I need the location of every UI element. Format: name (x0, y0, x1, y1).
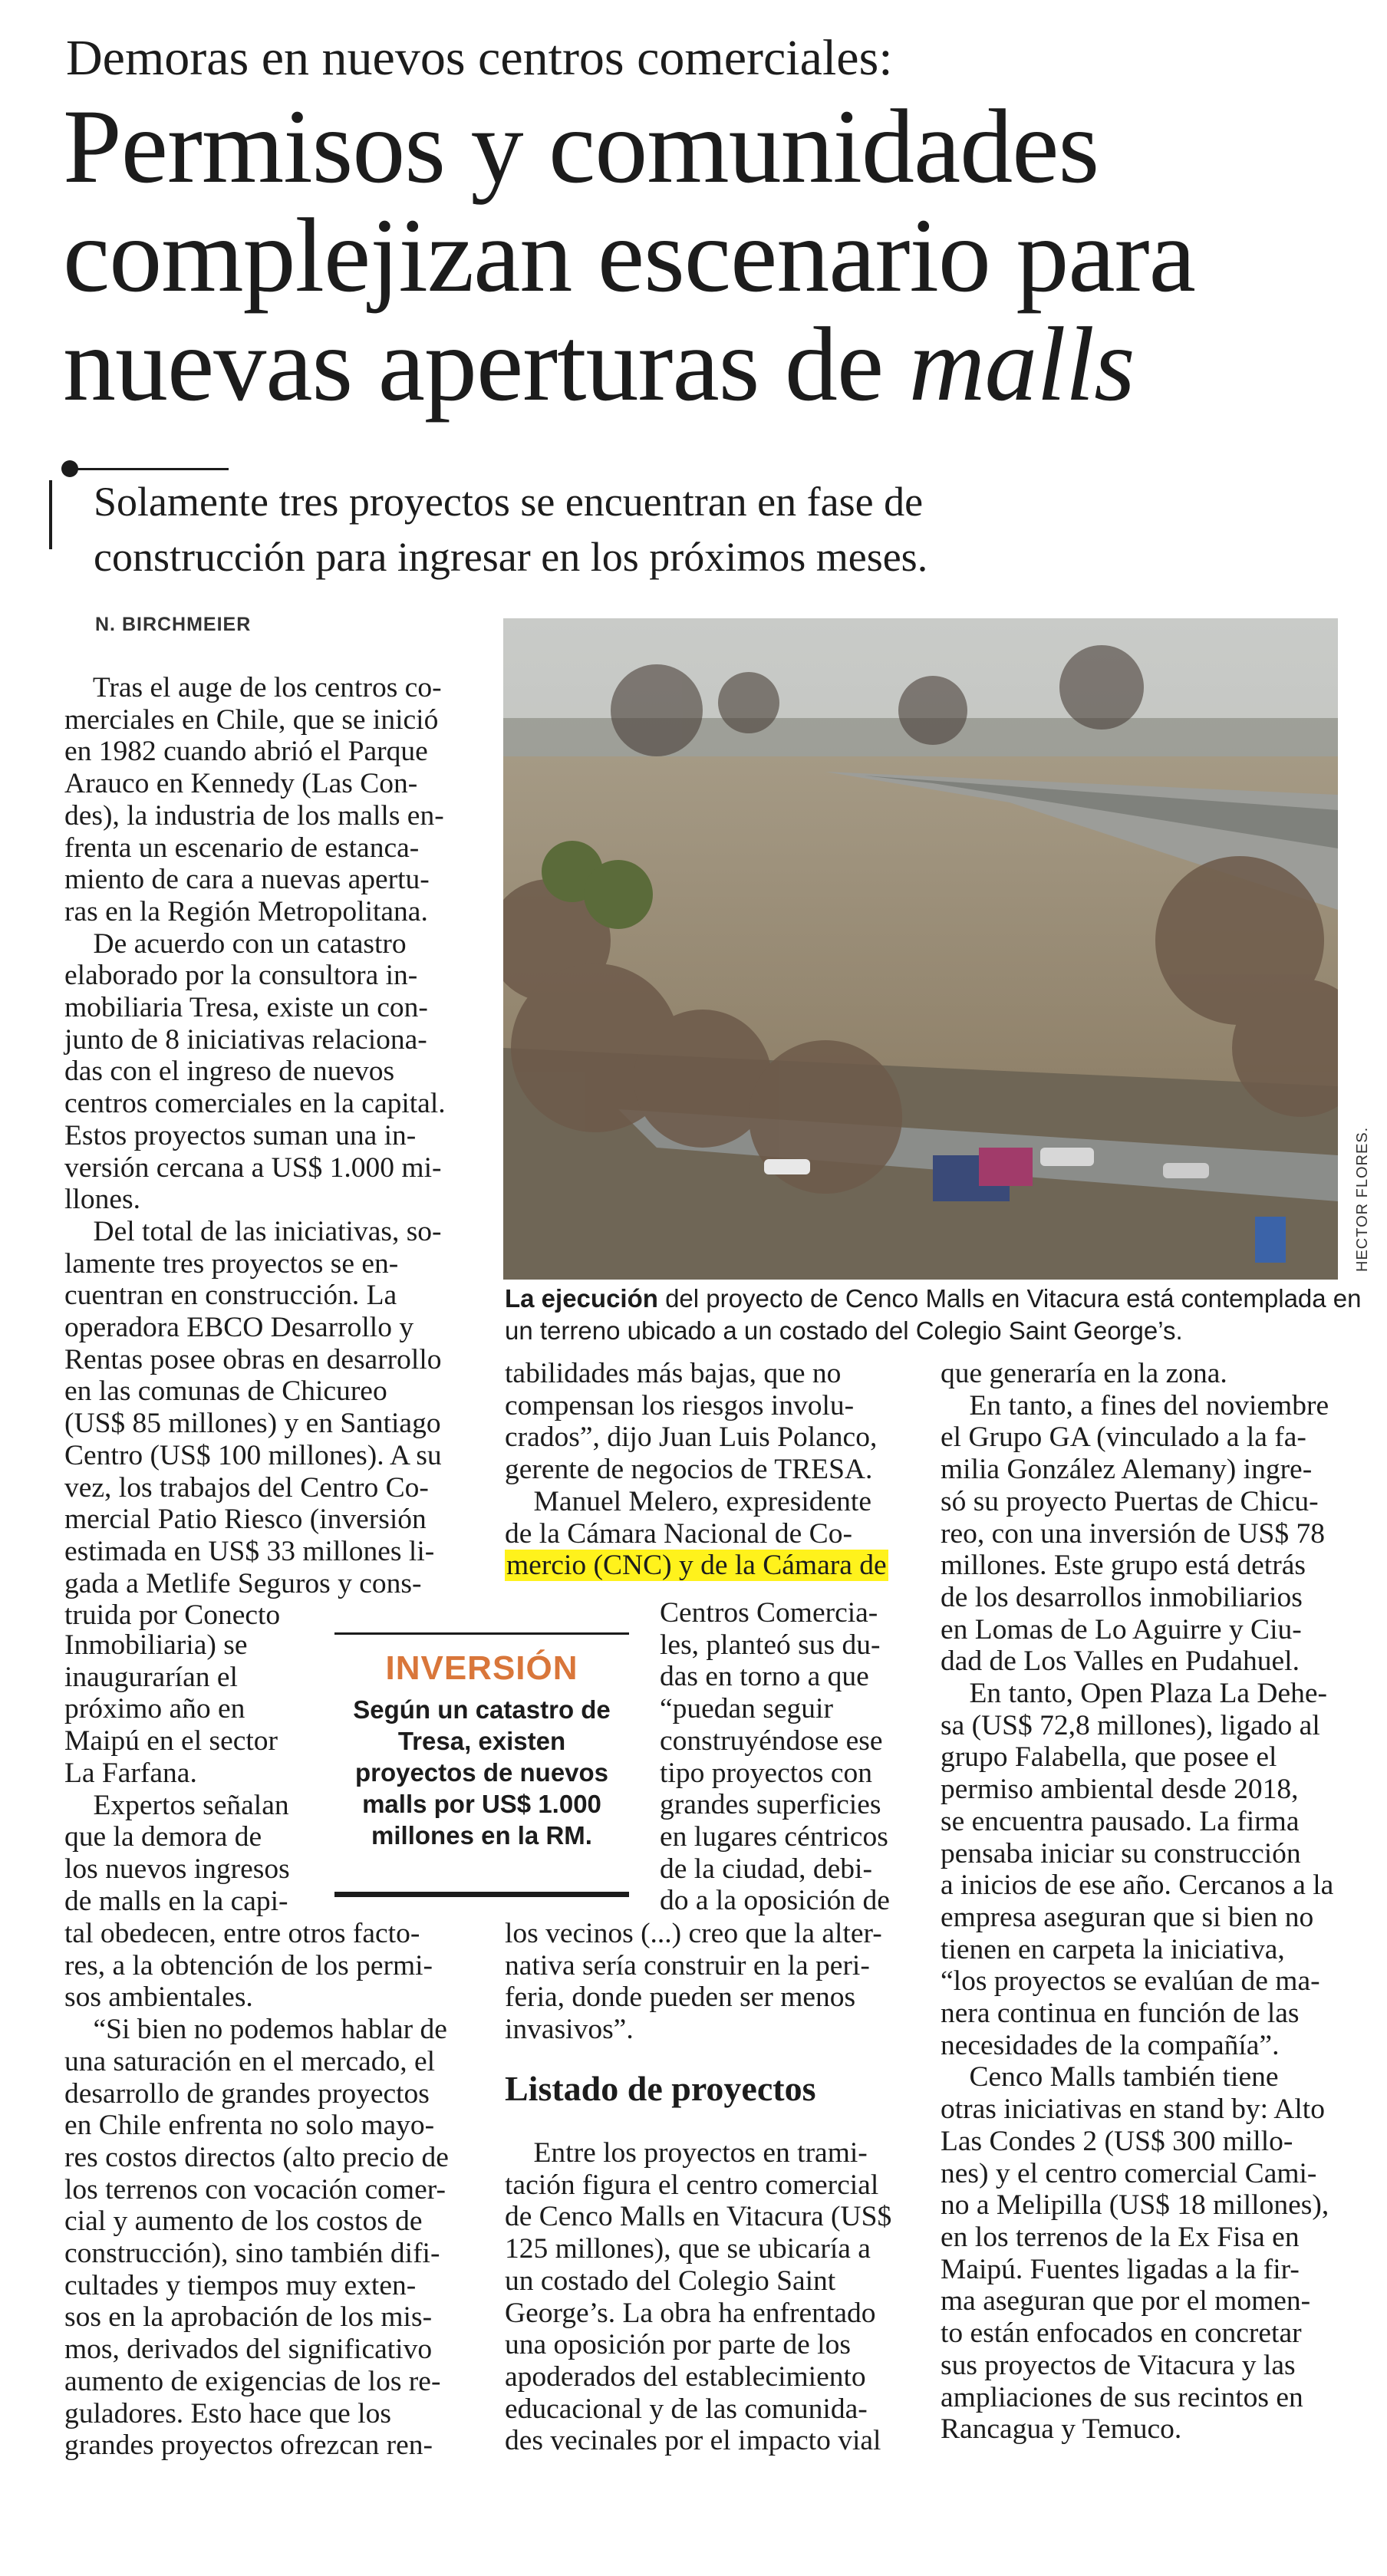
body-line: en Chile enfrenta no solo mayo- (64, 2110, 435, 2142)
body-line: estimada en US$ 33 millones li- (64, 1535, 435, 1567)
body-line: En tanto, Open Plaza La Dehe- (941, 1678, 1327, 1710)
body-line: sos en la aprobación de los mis- (64, 2301, 433, 2334)
byline: N. BIRCHMEIER (95, 614, 252, 635)
body-line: de la ciudad, debi- (660, 1853, 872, 1885)
body-line: George’s. La obra ha enfrentado (505, 2297, 876, 2329)
body-line: no a Melipilla (US$ 18 millones), (941, 2189, 1329, 2222)
column-1 (64, 672, 466, 1632)
body-line: construcción), sino también difi- (64, 2238, 440, 2270)
body-line: en Lomas de Lo Aguirre y Ciu- (941, 1613, 1302, 1645)
caption-line-2: un terreno ubicado a un costado del Colegio Saint George’s. (505, 1316, 1183, 1345)
body-line: el Grupo GA (vinculado a la fa- (941, 1421, 1306, 1454)
body-line: Cenco Malls también tiene (941, 2061, 1279, 2093)
deck-line-1: Solamente tres proyectos se encuentran en fase de (94, 479, 924, 525)
body-line: sos ambientales. (64, 1981, 253, 2014)
body-line: les, planteó sus du- (660, 1629, 881, 1661)
kicker: Demoras en nuevos centros comerciales: (66, 30, 893, 86)
body-line: reo, con una inversión de US$ 78 (941, 1517, 1325, 1550)
body-line: Centro (US$ 100 millones). A su (64, 1439, 442, 1471)
body-line: nera continua en función de las (941, 1998, 1300, 2030)
body-line: lamente tres proyectos se en- (64, 1247, 399, 1280)
body-line: cial y aumento de los costos de (64, 2205, 423, 2238)
body-line: “puedan seguir (660, 1693, 833, 1725)
body-line: millones. Este grupo está detrás (941, 1550, 1306, 1582)
body-line: tienen en carpeta la iniciativa, (941, 1933, 1285, 1965)
body-line: los vecinos (...) creo que la alter- (505, 1918, 882, 1949)
column-1-narrow (64, 1629, 290, 1917)
headline (63, 87, 1336, 423)
body-line: 125 millones), que se ubicaría a (505, 2233, 871, 2265)
body-line: permiso ambiental desde 2018, (941, 1774, 1299, 1806)
body-line: Las Condes 2 (US$ 300 millo- (941, 2125, 1293, 2157)
body-line: versión cercana a US$ 1.000 mi- (64, 1151, 442, 1184)
body-line: vez, los trabajos del Centro Co- (64, 1471, 429, 1504)
body-line: das en torno a que (660, 1661, 869, 1693)
body-line: aumento de exigencias de los re- (64, 2365, 441, 2397)
body-line: inaugurarían el (64, 1661, 238, 1693)
body-line: ma aseguran que por el momen- (941, 2285, 1311, 2317)
body-line: se encuentra pausado. La firma (941, 1805, 1300, 1837)
body-line: do a la oposición de (660, 1885, 890, 1917)
body-line: La Farfana. (64, 1757, 197, 1789)
body-line: “los proyectos se evalúan de ma- (941, 1965, 1320, 1998)
body-line: próximo año en (64, 1693, 245, 1725)
box-top-rule (334, 1632, 629, 1635)
body-line: Arauco en Kennedy (Las Con- (64, 768, 418, 800)
body-line: llones. (64, 1184, 140, 1216)
body-line: una saturación en el mercado, el (64, 2045, 436, 2077)
body-line: Estos proyectos suman una in- (64, 1119, 417, 1151)
rule-line (77, 468, 229, 470)
body-line: grupo Falabella, que posee el (941, 1741, 1277, 1774)
photo-caption (505, 1283, 1362, 1347)
body-line: apoderados del establecimiento (505, 2360, 866, 2393)
body-line: só su proyecto Puertas de Chicu- (941, 1485, 1319, 1517)
body-line: tal obedecen, entre otros facto- (64, 1918, 420, 1949)
rule-dot (61, 460, 78, 477)
body-line: compensan los riesgos involu- (505, 1389, 855, 1421)
column-2-mid (505, 1918, 908, 2046)
body-line: en los terrenos de la Ex Fisa en (941, 2221, 1300, 2253)
body-line: Tras el auge de los centros co- (64, 672, 442, 703)
body-line: to están enfocados en concretar (941, 2317, 1302, 2350)
body-line: res, a la obtención de los permi- (64, 1949, 433, 1981)
body-line: De acuerdo con un catastro (64, 927, 407, 960)
body-line: invasivos”. (505, 2014, 634, 2046)
body-line: junto de 8 iniciativas relaciona- (64, 1023, 427, 1056)
column-3 (941, 1358, 1339, 2446)
body-line: sa (US$ 72,8 millones), ligado al (941, 1709, 1320, 1741)
body-line: un costado del Colegio Saint (505, 2265, 836, 2297)
body-line: mos, derivados del significativo (64, 2334, 433, 2366)
headline-line-2: complejizan escenario para (63, 196, 1195, 314)
highlighted-line: mercio (CNC) y de la Cámara de (506, 1550, 887, 1582)
body-line: merciales en Chile, que se inició (64, 703, 439, 736)
column-2-end (505, 2137, 908, 2457)
column-2-narrow (660, 1597, 908, 1917)
body-line: ampliaciones de sus recintos en (941, 2381, 1303, 2413)
photo (503, 618, 1338, 1280)
body-line: des), la industria de los malls en- (64, 799, 444, 832)
column-1-end (64, 1918, 466, 2462)
box-line: proyectos de nuevos (354, 1758, 609, 1787)
box-title: INVERSIÓN (385, 1649, 578, 1687)
box-body (334, 1694, 629, 1851)
body-line: Maipú. Fuentes ligadas a la fir- (941, 2253, 1300, 2285)
body-line: miento de cara a nuevas apertu- (64, 864, 430, 896)
body-line: que generaría en la zona. (941, 1358, 1227, 1389)
body-line: dad de Los Valles en Pudahuel. (941, 1645, 1300, 1678)
body-line: grandes superficies (660, 1789, 881, 1821)
body-line: Maipú en el sector (64, 1725, 278, 1757)
body-line: cultades y tiempos muy exten- (64, 2269, 417, 2301)
body-line: frenta un escenario de estanca- (64, 832, 420, 864)
deck (94, 474, 1359, 585)
body-line: (US$ 85 millones) y en Santiago (64, 1408, 441, 1440)
body-line: tación figura el centro comercial (505, 2169, 879, 2201)
section-subhead: Listado de proyectos (505, 2069, 816, 2108)
body-line: a inicios de ese año. Cercanos a la (941, 1869, 1334, 1902)
body-line: nes) y el centro comercial Cami- (941, 2157, 1317, 2189)
photo-credit: HECTOR FLORES. (1354, 1126, 1371, 1272)
body-line: los terrenos con vocación comer- (64, 2173, 446, 2205)
body-line: mercial Patio Riesco (inversión (64, 1504, 427, 1536)
box-bottom-rule (334, 1892, 629, 1897)
body-line: nativa sería construir en la peri- (505, 1949, 870, 1981)
box-line: millones en la RM. (371, 1821, 592, 1850)
body-line: pensaba iniciar su construcción (941, 1837, 1301, 1869)
body-line: res costos directos (alto precio de (64, 2141, 449, 2173)
body-line: Entre los proyectos en trami- (505, 2137, 868, 2169)
body-line: de Cenco Malls en Vitacura (US$ (505, 2201, 892, 2233)
body-line: crados”, dijo Juan Luis Polanco, (505, 1421, 878, 1454)
body-line: necesidades de la compañía”. (941, 2029, 1280, 2061)
body-line: Centros Comercia- (660, 1597, 878, 1629)
body-line: en lugares céntricos (660, 1820, 888, 1853)
body-line: Expertos señalan (64, 1789, 289, 1821)
body-line: en las comunas de Chicureo (64, 1375, 387, 1408)
body-line: de malls en la capi- (64, 1885, 288, 1917)
headline-italic: malls (908, 305, 1135, 423)
body-line: gada a Metlife Seguros y cons- (64, 1567, 422, 1599)
body-line: “Si bien no podemos hablar de (64, 2014, 447, 2046)
body-line: Del total de las iniciativas, so- (64, 1215, 442, 1247)
body-line: En tanto, a fines del noviembre (941, 1389, 1329, 1421)
body-line: elaborado por la consultora in- (64, 960, 418, 992)
headline-line-1: Permisos y comunidades (63, 87, 1099, 205)
caption-line-1: La ejecución del proyecto de Cenco Malls en Vitacura está contemplada en (505, 1284, 1362, 1313)
body-line: Manuel Melero, expresidente (505, 1485, 871, 1517)
deck-line-2: construcción para ingresar en los próximos meses. (94, 534, 928, 580)
body-line: tipo proyectos con (660, 1757, 873, 1789)
body-line: milia González Alemany) ingre- (941, 1454, 1313, 1486)
body-line: feria, donde pueden ser menos (505, 1981, 856, 2014)
body-line: truida por Conecto (64, 1599, 281, 1632)
body-line: tabilidades más bajas, que no (505, 1358, 842, 1389)
body-line: construyéndose ese (660, 1724, 883, 1757)
body-line: guladores. Esto hace que los (64, 2397, 391, 2429)
body-line: mobiliaria Tresa, existe un con- (64, 992, 428, 1024)
body-line: que la demora de (64, 1821, 262, 1853)
body-line: des vecinales por el impacto vial (505, 2425, 881, 2457)
body-line: cuentran en construcción. La (64, 1280, 397, 1312)
body-line: de los desarrollos inmobiliarios (941, 1581, 1303, 1613)
body-line: sus proyectos de Vitacura y las (941, 2349, 1296, 2381)
body-line: de la Cámara Nacional de Co- (505, 1517, 852, 1550)
body-line: desarrollo de grandes proyectos (64, 2077, 430, 2110)
body-line: educacional y de las comunida- (505, 2393, 868, 2425)
body-line: gerente de negocios de TRESA. (505, 1454, 873, 1486)
body-line: operadora EBCO Desarrollo y (64, 1312, 414, 1344)
body-line: centros comerciales en la capital. (64, 1088, 446, 1120)
body-line: grandes proyectos ofrezcan ren- (64, 2429, 433, 2462)
box-line: Tresa, existen (397, 1727, 566, 1755)
body-line: Rentas posee obras en desarrollo (64, 1343, 442, 1375)
body-line: en 1982 cuando abrió el Parque (64, 736, 428, 768)
body-line: ras en la Región Metropolitana. (64, 895, 428, 927)
body-line: das con el ingreso de nuevos (64, 1056, 395, 1088)
body-line: otras iniciativas en stand by: Alto (941, 2093, 1325, 2126)
column-2 (505, 1358, 908, 1582)
body-line: empresa aseguran que si bien no (941, 1901, 1314, 1933)
body-line: Inmobiliaria) se (64, 1629, 248, 1661)
box-line: malls por US$ 1.000 (362, 1790, 601, 1818)
body-line: Rancagua y Temuco. (941, 2413, 1182, 2446)
deck-bar (49, 480, 52, 549)
box-line: Según un catastro de (353, 1695, 611, 1724)
body-line: una oposición por parte de los (505, 2329, 851, 2361)
headline-line-3: nuevas aperturas de malls (63, 305, 1135, 423)
body-line: los nuevos ingresos (64, 1853, 290, 1885)
